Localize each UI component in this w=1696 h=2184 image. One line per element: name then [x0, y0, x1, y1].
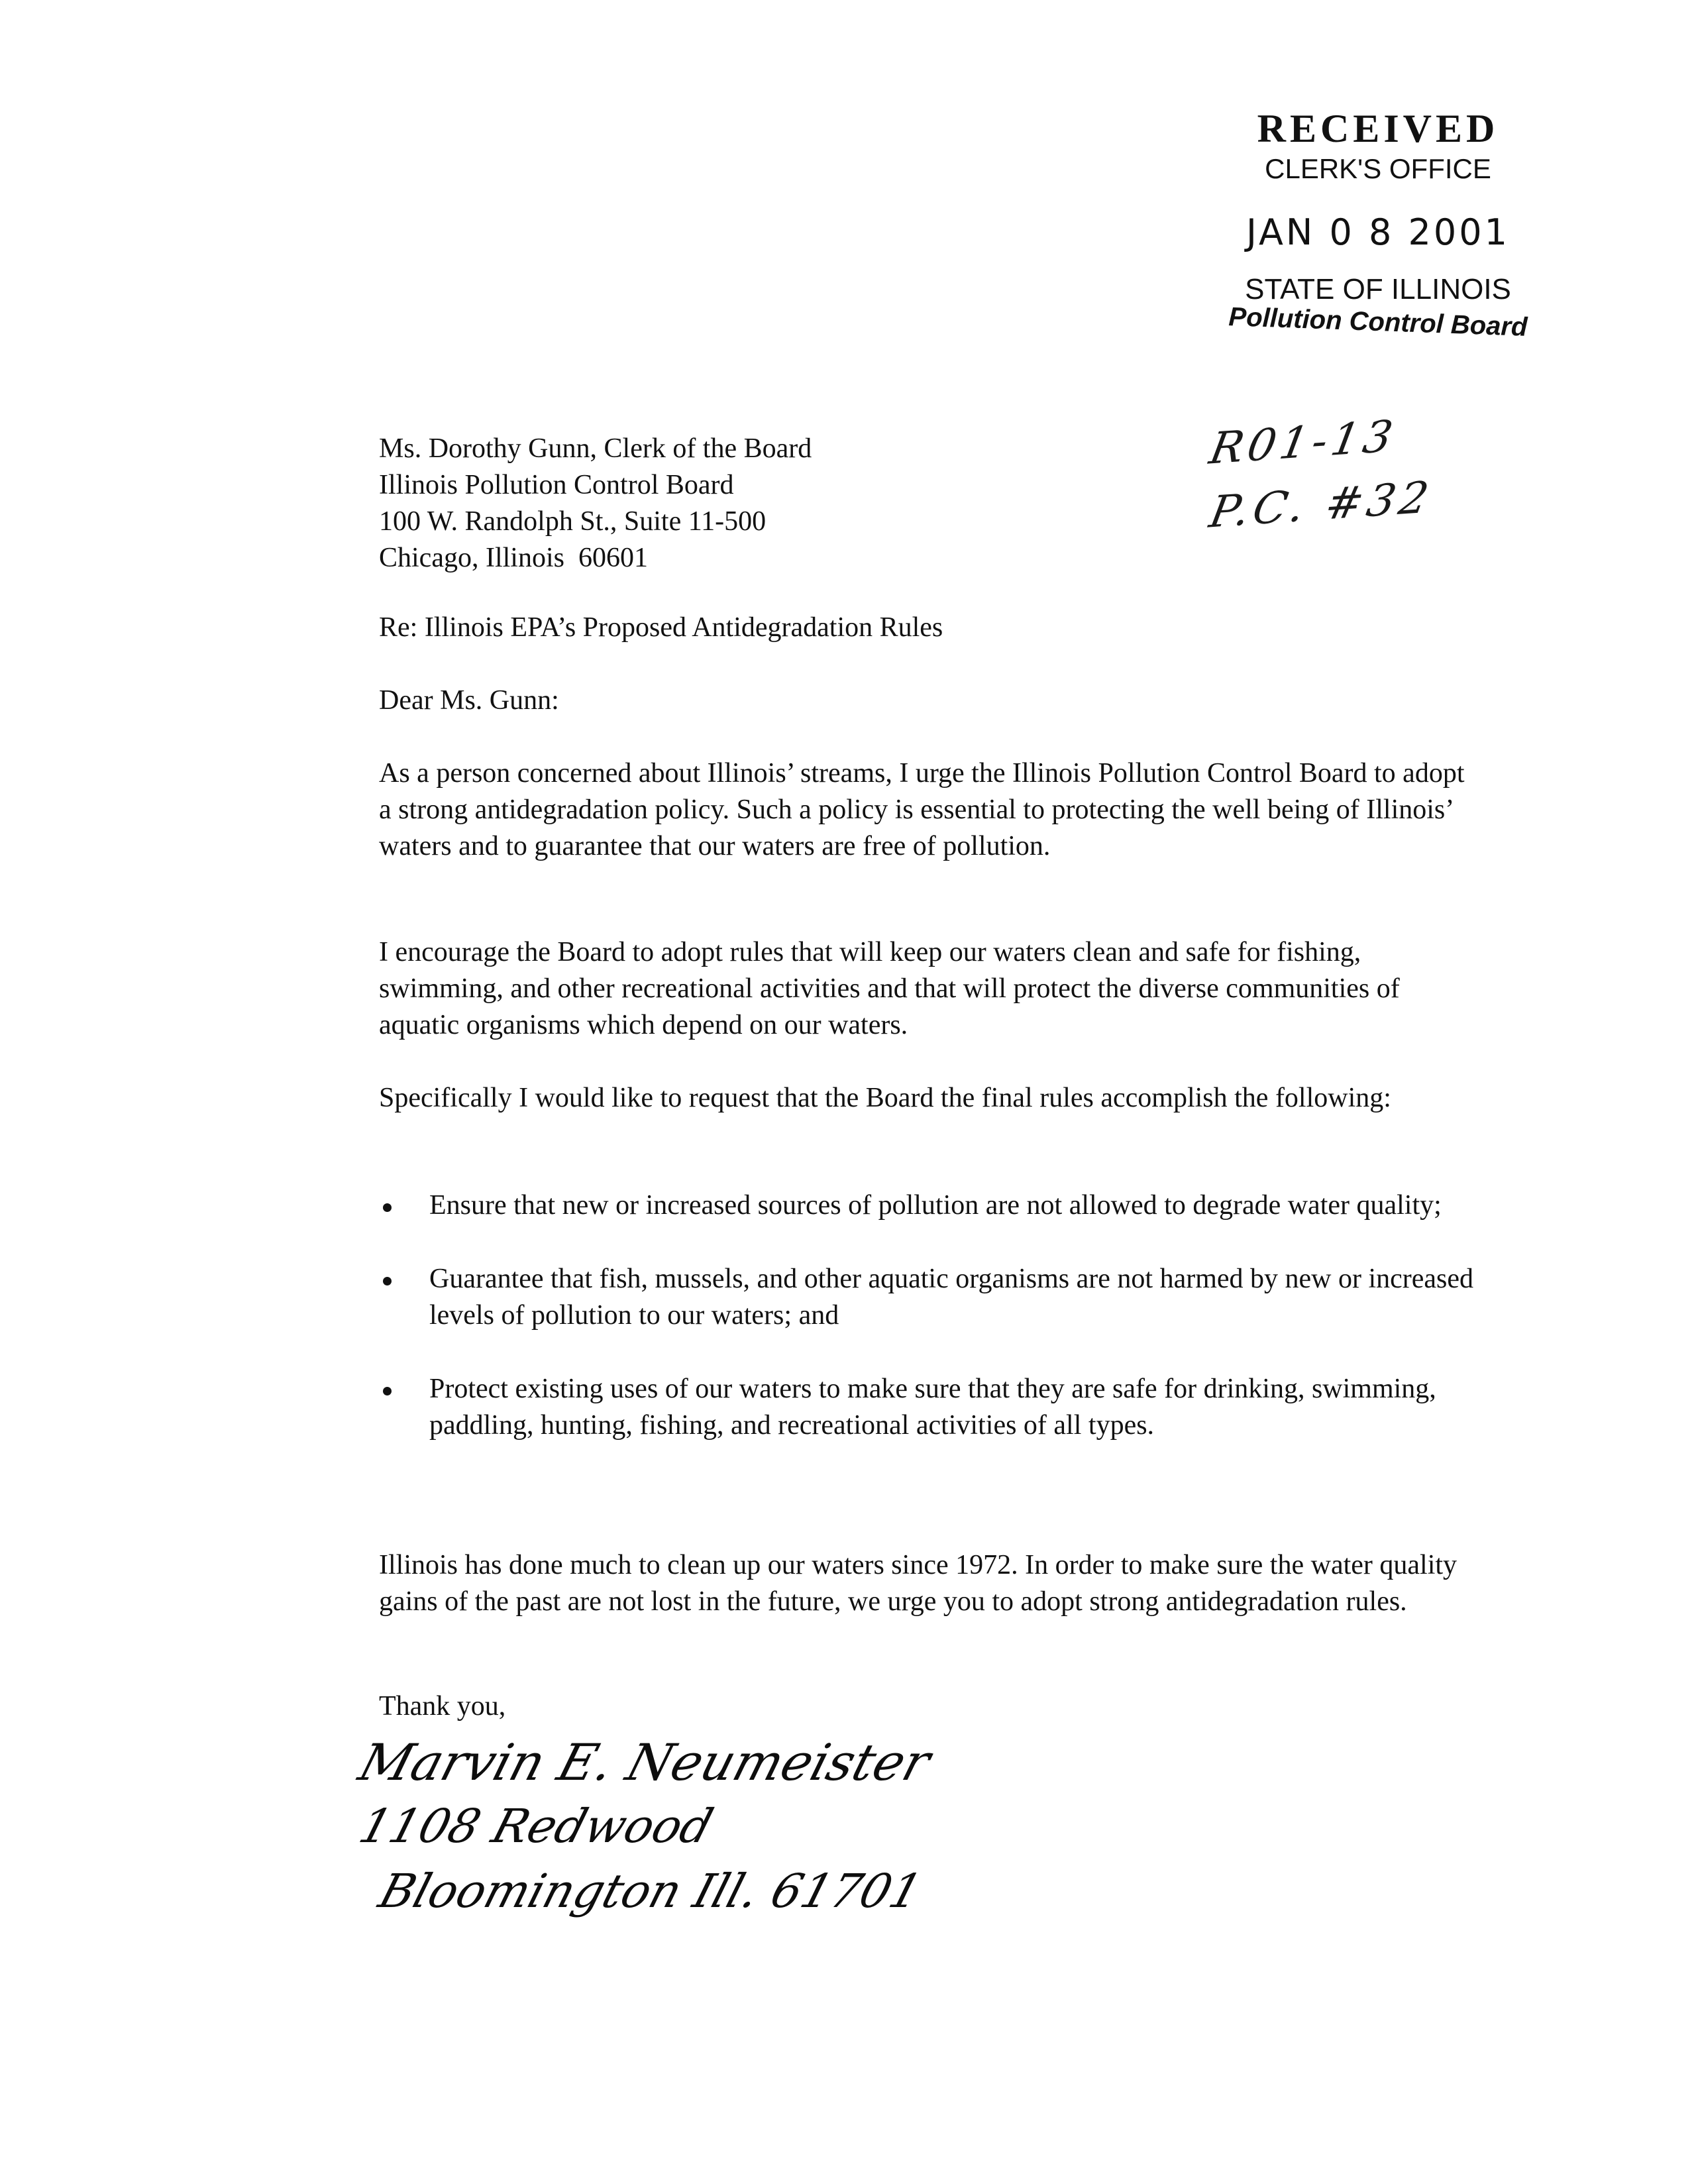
stamp-board: Pollution Control Board [1228, 302, 1528, 342]
public-comment-number: P.C. #32 [1206, 471, 1437, 538]
bullet-icon [383, 1203, 392, 1212]
address-line: 100 W. Randolph St., Suite 11-500 [379, 506, 767, 537]
stamp-title: RECEIVED [1257, 107, 1499, 150]
paragraph-4: Illinois has done much to clean up our waters since 1972. In order to make sure the water quality gains of the past are not lost in the future, we urge you to adopt strong antidegradation rules. [379, 1550, 1458, 1617]
stamp-state: STATE OF ILLINOIS [1245, 273, 1511, 305]
request-list [379, 1187, 1479, 1481]
subject-line: Re: Illinois EPA’s Proposed Antidegradation Rules [379, 612, 943, 643]
signature-city: Bloomington Ill. 61701 [373, 1864, 928, 1918]
paragraph-2: I encourage the Board to adopt rules that will keep our waters clean and safe for fishing, swimming, and other recreational activities and that will protect the diverse communities of aquatic organisms which depend on our waters. [379, 937, 1400, 1040]
list-item [379, 1371, 1479, 1444]
signature-name: Marvin E. Neumeister [352, 1733, 937, 1792]
recipient-address [379, 431, 1479, 576]
signature-street: 1108 Redwood [353, 1799, 719, 1853]
bullet-icon [383, 1277, 392, 1285]
list-item [379, 1261, 1479, 1334]
address-line: Chicago, Illinois 60601 [379, 543, 648, 573]
docket-number: R01-13 [1206, 410, 1401, 474]
received-stamp [1192, 106, 1564, 342]
list-item-text: Guarantee that fish, mussels, and other aquatic organisms are not harmed by new or increased levels of pollution to our waters; and [429, 1264, 1474, 1331]
list-item [379, 1187, 1479, 1224]
closing: Thank you, [379, 1691, 506, 1721]
list-item-text: Ensure that new or increased sources of pollution are not allowed to degrade water quality; [429, 1190, 1442, 1221]
address-line: Illinois Pollution Control Board [379, 470, 734, 500]
address-line: Ms. Dorothy Gunn, Clerk of the Board [379, 433, 812, 464]
paragraph-3: Specifically I would like to request that the Board the final rules accomplish the following: [379, 1083, 1391, 1113]
salutation: Dear Ms. Gunn: [379, 685, 559, 716]
stamp-date: JAN 0 8 2001 [1246, 211, 1510, 253]
stamp-office: CLERK'S OFFICE [1265, 153, 1491, 184]
paragraph-1: As a person concerned about Illinois’ streams, I urge the Illinois Pollution Control Board to adopt a strong antidegradation policy. Such a policy is essential to protecting the well being of Illinois’ waters and to guarantee that our waters are free of pollution. [379, 758, 1465, 861]
bullet-icon [383, 1387, 392, 1395]
list-item-text: Protect existing uses of our waters to make sure that they are safe for drinking, swimming, paddling, hunting, fishing, and recreational activities of all types. [429, 1374, 1436, 1441]
handwritten-signature [352, 1731, 957, 1924]
